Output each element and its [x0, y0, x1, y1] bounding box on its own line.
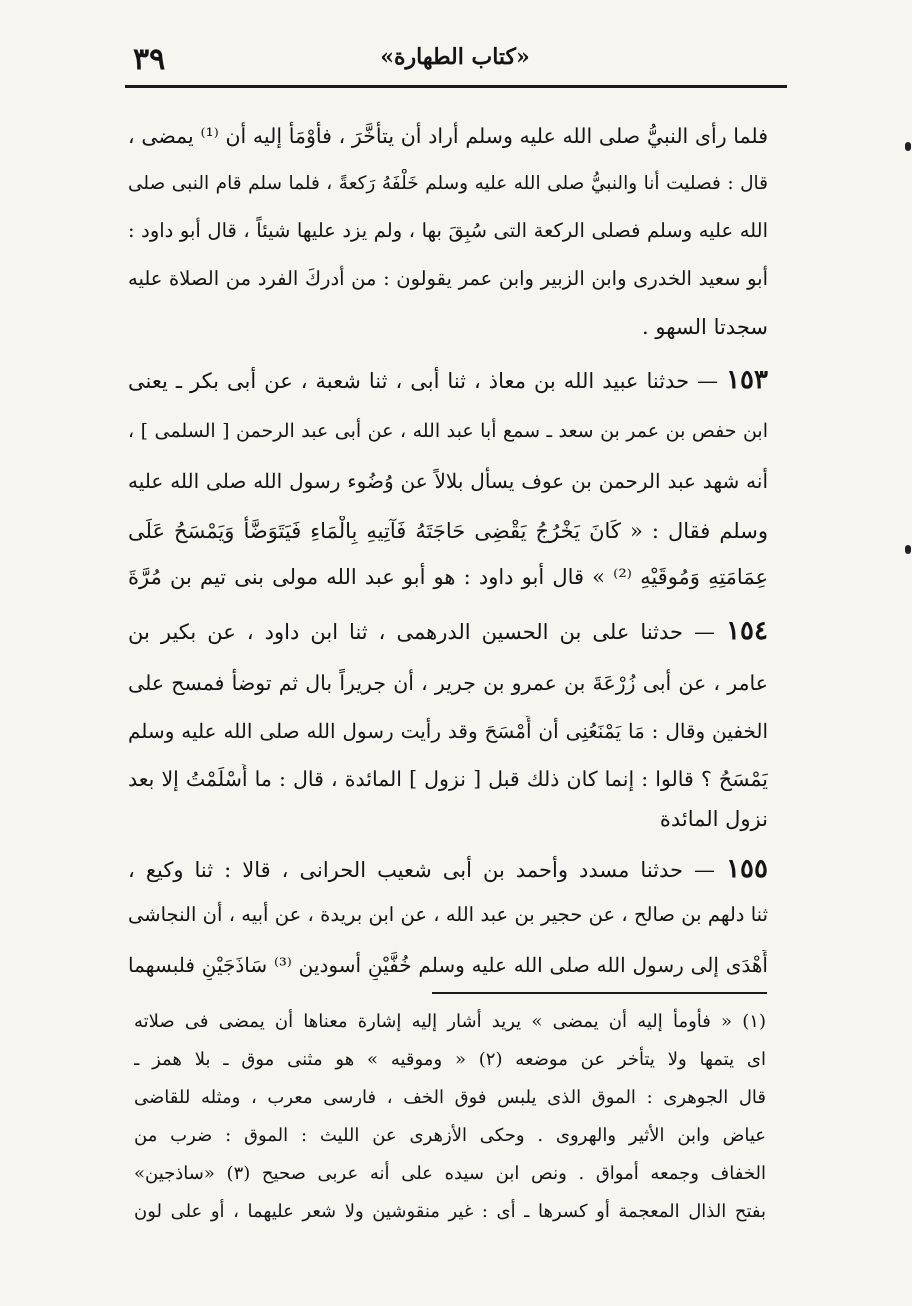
body-line: أَهْدَى إلى رسول الله صلى الله عليه وسلم خُفَّيْنِ أسودين ⁽³⁾ سَاذَجَيْنِ فلبسهما — [128, 953, 768, 977]
body-line: الخفين وقال : مَا يَمْنَعُنِى أن أَمْسَحَ وقد رأيت رسول الله صلى الله عليه وسلم — [128, 719, 768, 743]
body-line: أبو سعيد الخدرى وابن الزبير وابن عمر يقولون : من أدركَ الفرد من الصلاة عليه — [128, 267, 768, 290]
footnote-line: عياض وابن الأثير والهروى . وحكى الأزهرى عن الليث : الموق : ضرب من — [134, 1125, 766, 1146]
footnote-line: بفتح الذال المعجمة أو كسرها ـ أى : غير منقوشين ولا شعر عليهما ، أو على لون — [134, 1201, 766, 1222]
hadith-153-line: ١٥٣ — حدثنا عبيد الله بن معاذ ، ثنا أبى ، ثنا شعبة ، عن أبى بكر ـ يعنى — [128, 365, 768, 395]
body-line: عِمَامَتِهِ وَمُوقَيْهِ ⁽²⁾ » قال أبو داود : هو أبو عبد الله مولى بنى تيم بن مُرَّةَ — [128, 565, 768, 589]
hadith-155-line: ١٥٥ — حدثنا مسدد وأحمد بن أبى شعيب الحرانى ، قالا : ثنا وكيع ، — [128, 854, 768, 884]
footnote-rule — [432, 992, 767, 994]
hadith-number: ١٥٣ — [726, 365, 768, 395]
hadith-number: ١٥٥ — [726, 854, 768, 884]
body-line: يَمْسَحُ ؟ قالوا : إنما كان ذلك قبل [ نزول ] المائدة ، قال : ما أَسْلَمْتُ إلا بعد — [128, 767, 768, 791]
body-line: ابن حفص بن عمر بن سعد ـ سمع أبا عبد الله ، عن أبى عبد الرحمن [ السلمى ] ، — [128, 420, 768, 442]
body-line: عامر ، عن أبى زُرْعَةَ بن عمرو بن جرير ، أن جريراً بال ثم توضأ فمسح على — [128, 671, 768, 695]
body-line: قال : فصليت أنا والنبيُّ صلى الله عليه وسلم خَلْفَهُ رَكعةً ، فلما سلم قام النبى صلى — [128, 173, 768, 194]
body-line: أنه شهد عبد الرحمن بن عوف يسأل بلالاً عن وُضُوء رسول الله صلى الله عليه — [128, 469, 768, 493]
footnote-line: الخفاف وجمعه أمواق . ونص ابن سيده على أنه عربى صحيح (٣) «ساذجين» — [134, 1163, 766, 1184]
footnote-line: اى يتمها ولا يتأخر عن موضعه (٢) « وموقيه » هو مثنى موق ـ بلا همز ـ — [134, 1049, 766, 1070]
body-line: نزول المائدة — [659, 807, 768, 831]
scan-speck — [905, 545, 911, 554]
page-header — [125, 38, 785, 84]
footnote-line: قال الجوهرى : الموق الذى يلبس فوق الخف ، فارسى معرب ، ومثله للقاضى — [134, 1087, 766, 1108]
body-line: سجدتا السهو . — [642, 315, 768, 339]
body-line: وسلم فقال : « كَانَ يَخْرُجُ يَقْضِى حَاجَتَهُ فَآتِيهِ بِالْمَاءِ فَيَتَوَضَّأُ وَيَمْسَحُ عَلَى — [128, 519, 768, 543]
page-number: ٣٩ — [133, 42, 166, 77]
footnote-line: (١) « فأومأ إليه أن يمضى » يريد أشار إليه إشارة معناها أن يمضى فى صلاته — [134, 1011, 766, 1032]
hadith-number: ١٥٤ — [726, 616, 768, 646]
header-rule — [125, 85, 787, 88]
running-title: «كتاب الطهارة» — [380, 44, 530, 70]
body-line: الله عليه وسلم فصلى الركعة التى سُبِقَ بها ، ولم يزد عليها شيئاً ، قال أبو داود : — [128, 219, 768, 242]
hadith-154-line: ١٥٤ — حدثنا على بن الحسين الدرهمى ، ثنا ابن داود ، عن بكير بن — [128, 616, 768, 646]
body-line: ثنا دلهم بن صالح ، عن حجير بن عبد الله ، عن ابن بريدة ، عن أبيه ، أن النجاشى — [128, 903, 768, 926]
body-line: فلما رأى النبيُّ صلى الله عليه وسلم أراد أن يتأخَّرَ ، فأَوْمَأَ إليه أن ⁽¹⁾ يمضى ، — [128, 124, 768, 148]
scan-speck — [905, 142, 911, 151]
